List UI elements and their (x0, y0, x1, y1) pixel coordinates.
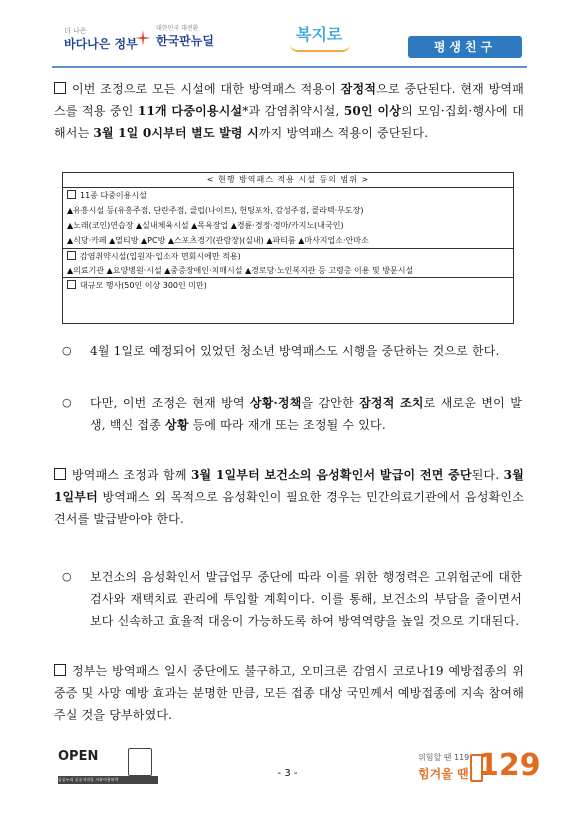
page-header (0, 0, 575, 72)
paragraph-provisional (90, 392, 522, 436)
new-deal-logo (136, 26, 214, 48)
open-license-logo: OPEN (58, 749, 99, 764)
list-item: ▲식당·카페 ▲멀티방 ▲PC방 ▲스포츠경기(관람장)(실내) ▲파티룸 ▲마사지업소·안마소 (67, 236, 369, 245)
logo1-main: 바다나은 정부 (64, 37, 138, 51)
section-label: 11종 다중이용시설 (80, 191, 147, 200)
list-item: ▲노래(코인)연습장 ▲실내체육시설 ▲목욕장업 ▲경륜·경정·경마/카지노(내국인) (67, 221, 344, 230)
header-rule (52, 66, 527, 68)
paragraph-negative-certificate (54, 464, 524, 530)
lifelong-friend-badge: 평생친구 (408, 36, 522, 58)
facility-scope-table (62, 172, 514, 324)
table-title: < 현행 방역패스 적용 시설 등의 범위 > (63, 173, 513, 188)
text: 의 모임·집회·행사에 대해서는 (54, 104, 525, 140)
text-bold: 상황·정책 (249, 396, 302, 410)
text: 을 감안한 (301, 396, 360, 410)
list-item: ▲의료기관 ▲요양병원·시설 ▲중증장애인·치매시설 ▲경로당·노인복지관 등 고령층 이용 및 방문시설 (67, 266, 414, 275)
logo2-main: 한국판뉴딜 (156, 34, 214, 48)
section-label: 감염취약시설(입원자·입소자 면회시에만 적용) (80, 252, 241, 261)
text: 된다. (471, 468, 504, 482)
square-bullet-icon (67, 280, 76, 289)
text: 이번 조정으로 모든 시설에 대한 방역패스 적용이 (72, 82, 341, 96)
help-119-text: 위험할 땐 119 (418, 753, 470, 762)
open-license-caption: 공공누리 공공저작물 자유이용허락 (58, 776, 158, 784)
text-bold: 잠정적 (340, 82, 377, 96)
logo2-small: 대한민국 대전환 (156, 25, 199, 32)
bokjiro-smile (290, 44, 350, 52)
square-bullet-icon (67, 251, 76, 260)
section-label: 대규모 행사(50인 이상 300인 미만) (80, 281, 207, 290)
list-item: ▲유흥시설 등(유흥주점, 단란주점, 클럽(나이트), 헌팅포차, 감성주점, 콜라텍·무도장) (67, 206, 364, 215)
text-bold: 상황 (165, 418, 189, 432)
circle-bullet-icon: ○ (62, 396, 72, 409)
page-number: - 3 - (277, 768, 298, 779)
bokjiro-logo: 복지로 (296, 25, 343, 44)
square-bullet-icon (54, 468, 66, 480)
text: 방역패스 외 목적으로 음성확인이 필요한 경우는 민간의료기관에서 음성확인소견서를 발급받아야 한다. (54, 490, 524, 526)
government-logo (64, 28, 138, 51)
text: 으로 중단된다. 현재 방역패스를 적용 중인 (54, 82, 524, 118)
section-heading (63, 248, 513, 264)
circle-bullet-icon: ○ (62, 570, 72, 583)
text: 다만, 이번 조정은 현재 방역 (90, 396, 250, 410)
text: 방역패스 조정과 함께 (72, 468, 191, 482)
text-bold: 3월 1일부터 보건소의 음성확인서 발급이 전면 중단 (190, 468, 472, 482)
text: 등에 따라 재개 또는 조정될 수 있다. (188, 418, 386, 432)
square-bullet-icon (67, 190, 76, 199)
text: 정부는 방역패스 일시 중단에도 불구하고, 오미크론 감염시 코로나19 예방접종의 위중증 및 사망 예방 효과는 분명한 만큼, 모든 접종 대상 국민께서 예방접종에 지속 참여해주실 것을 당부하였다. (54, 664, 524, 722)
square-bullet-icon (54, 82, 66, 94)
circle-bullet-icon: ○ (62, 344, 72, 357)
section-heading (63, 188, 513, 203)
text: 까지 방역패스 적용이 중단된다. (258, 126, 429, 140)
text-bold: 11개 다중이용시설 (137, 104, 243, 118)
paragraph-health-center: 보건소의 음성확인서 발급업무 중단에 따라 이를 위한 행정력은 고위험군에 대한 검사와 재택치료 관리에 투입할 계획이다. 이를 통해, 보건소의 부담을 줄이면서 보다 신속하고 효율적 대응이 가능하도록 하여 방역역량을 높일 것으로 기대된다. (90, 570, 522, 628)
text-bold: 잠정적 조치 (359, 396, 424, 410)
text-bold: 3월 1일 0시부터 별도 발령 시 (93, 126, 259, 140)
square-bullet-icon (54, 664, 66, 676)
text-bold: 3월 1일부터 (54, 468, 524, 504)
paragraph-vaccination-appeal (54, 660, 524, 726)
paragraph-youth-pass: 4월 1일로 예정되어 있었던 청소년 방역패스도 시행을 중단하는 것으로 한다. (90, 344, 500, 358)
paragraph-suspension (54, 78, 524, 144)
section-heading (63, 277, 513, 293)
help-hard-text: 힘겨울 땐 (418, 767, 469, 781)
text: *과 감염취약시설, (242, 104, 344, 118)
text: 로 새로운 변이 발생, 백신 접종 (90, 396, 522, 432)
hotline-129: 129 (478, 748, 541, 783)
logo1-small: 더 나은 (64, 27, 87, 35)
text-bold: 50인 이상 (343, 104, 402, 118)
